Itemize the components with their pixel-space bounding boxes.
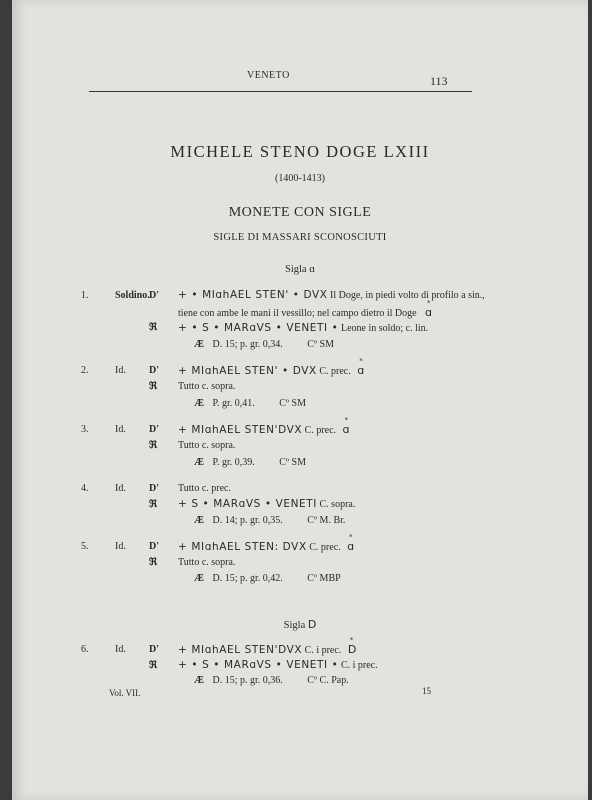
reverse-symbol: ℜ [149,557,158,568]
specs-text: D. 15; p. gr. 0,36. [212,675,283,686]
reverse-description: Leone in soldo; c. lin. [340,323,429,334]
chapter-title: MICHELE STENO DOGE LXIII [170,142,430,161]
coin-type: Soldino. [115,290,150,301]
obverse-line [178,357,365,377]
obverse-symbol: D' [149,541,159,552]
reverse-line [178,322,428,334]
metal-symbol: Æ [194,515,204,526]
coin-specs [194,573,341,584]
collection: Cº C. Pap. [307,675,349,686]
obverse-symbol: D' [149,644,159,655]
specs-text: P. gr. 0,41. [212,398,255,409]
reverse-description: C. i prec. [340,660,378,671]
obverse-legend: + MIɑhAEL STEN'DVX [178,644,303,656]
obverse-symbol: D' [149,424,159,435]
coin-specs [194,515,345,526]
coin-type: Id. [115,483,126,494]
reverse-symbol: ℜ [149,499,158,510]
specs-text: D. 15; p. gr. 0,42. [212,573,283,584]
entry-number: 1. [81,290,89,301]
reverse-description: Tutto c. sopra. [178,440,236,451]
obverse-description-2: tiene con ambe le mani il vessillo; nel campo dietro il Doge [178,308,417,319]
obverse-legend: + MIɑhAEL STEN' • DVX [178,365,317,377]
entry-number: 4. [81,483,89,494]
metal-symbol: Æ [194,339,204,350]
reverse-line [178,659,378,671]
coin-type: Id. [115,365,126,376]
metal-symbol: Æ [194,398,204,409]
entry-number: 2. [81,365,89,376]
reign-dates: (1400-1413) [275,173,325,184]
sigla-heading-1 [12,263,588,275]
obverse-legend: + MIɑhAEL STEN: DVX [178,541,307,553]
entry-number: 3. [81,424,89,435]
sigla-mark: * ɑ [342,416,350,436]
signature-number: 15 [422,686,431,696]
collection: Cº SM [279,398,306,409]
reverse-description: Tutto c. sopra. [178,557,236,568]
obverse-description: C. i prec. [304,645,342,656]
specs-text: D. 14; p. gr. 0,35. [212,515,283,526]
section-title: MONETE CON SIGLE [228,205,372,220]
entry-number: 5. [81,541,89,552]
obverse-description: C. prec. [304,425,337,436]
sigla-mark: * ɑ [425,299,433,319]
sigla-mark: D [307,618,317,631]
coin-type: Id. [115,644,126,655]
reverse-description: Tutto c. sopra. [178,381,236,392]
collection: Cº MBP [307,573,341,584]
coin-specs [194,398,306,409]
coin-specs [194,339,334,350]
volume-label: Vol. VII. [109,688,141,698]
metal-symbol: Æ [194,457,204,468]
sigla-label: Sigla [283,620,306,631]
coin-specs [194,675,349,686]
running-head: VENETO [247,70,290,81]
reverse-symbol: ℜ [149,381,158,392]
obverse-legend: + • MIɑhAEL STEN' • DVX [178,289,328,301]
obverse-symbol: D' [149,290,159,301]
coin-specs [194,457,306,468]
reverse-description: C. sopra. [319,499,356,510]
reverse-symbol: ℜ [149,440,158,451]
obverse-description: C. prec. [319,366,351,377]
sigla-mark: * ɑ [347,533,355,553]
sigla-label: Sigla [285,264,307,275]
sigla-mark: * D [347,636,357,656]
reverse-legend: + • S • MARɑVS • VENETI • [178,322,339,334]
subsection-title: SIGLE DI MASSARI SCONOSCIUTI [213,232,387,243]
entry-number: 6. [81,644,89,655]
obverse-line [178,289,485,301]
obverse-description: C. prec. [309,542,341,553]
obverse-line-2 [178,299,433,319]
reverse-line [178,498,355,510]
obverse-legend: + MIɑhAEL STEN'DVX [178,424,303,436]
header-rule [89,91,472,92]
reverse-legend: + S • MARɑVS • VENETI [178,498,318,510]
specs-text: D. 15; p. gr. 0,34. [212,339,283,350]
coin-type: Id. [115,424,126,435]
sigla-mark: * ɑ [357,357,365,377]
collection: Cº SM [279,457,306,468]
obverse-line [178,636,357,656]
obverse-description: Tutto c. prec. [178,483,231,494]
reverse-symbol: ℜ [149,660,158,671]
page-number: 113 [430,74,448,88]
obverse-line [178,533,355,553]
book-page [12,0,588,800]
coin-type: Id. [115,541,126,552]
collection: Cº M. Br. [307,515,346,526]
obverse-symbol: D' [149,365,159,376]
obverse-description: Il Doge, in piedi volto di profilo a sin., [330,290,485,301]
sigla-mark: ɑ [309,263,315,275]
metal-symbol: Æ [194,675,204,686]
obverse-line [178,416,350,436]
sigla-heading-2 [12,618,588,631]
reverse-legend: + • S • MARɑVS • VENETI • [178,659,339,671]
metal-symbol: Æ [194,573,204,584]
reverse-symbol: ℜ [149,322,158,333]
obverse-symbol: D' [149,483,159,494]
collection: Cº SM [307,339,335,350]
specs-text: P. gr. 0,39. [212,457,255,468]
